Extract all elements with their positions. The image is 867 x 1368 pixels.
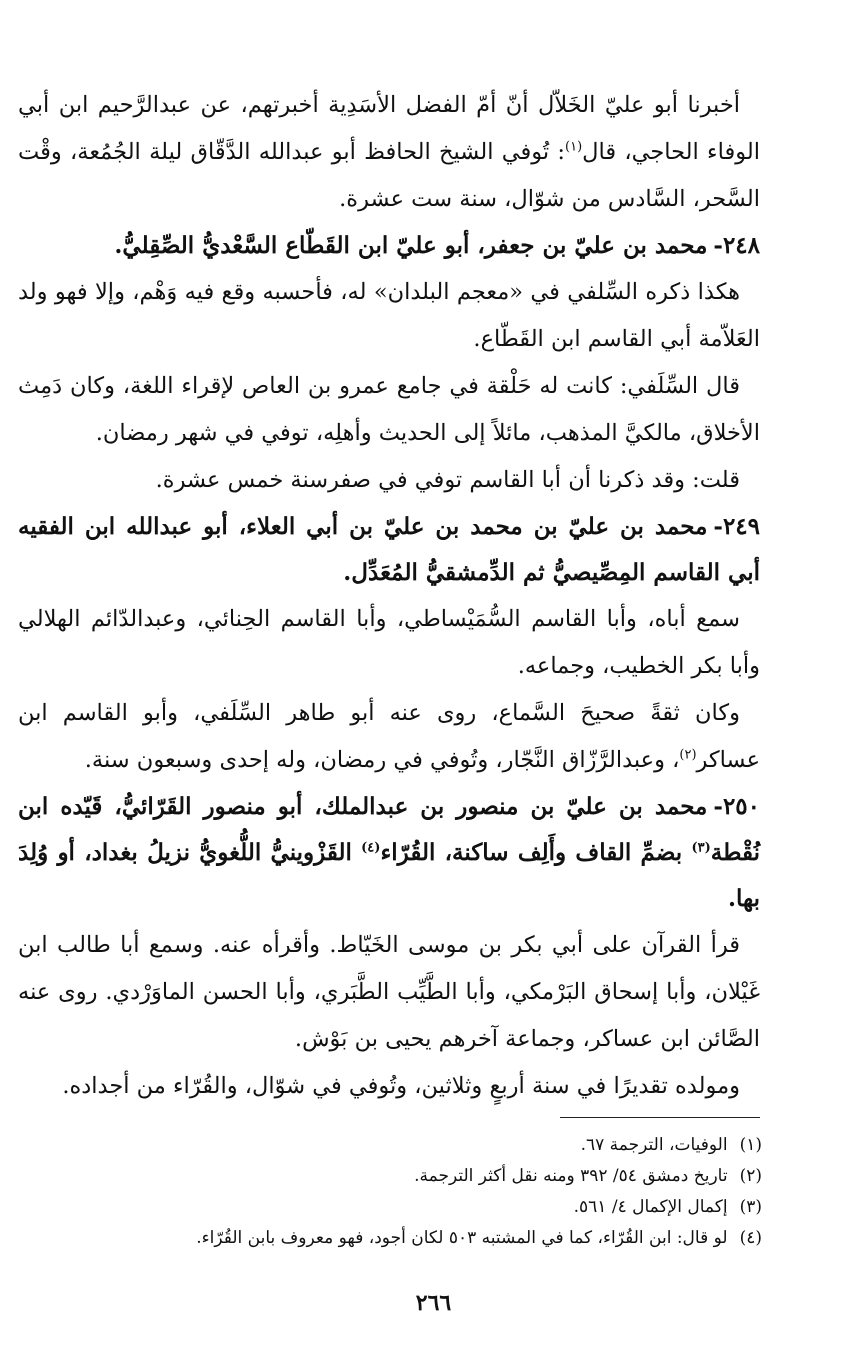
footnote-item [40, 1130, 762, 1161]
entry-heading [18, 223, 760, 269]
footnote-item [40, 1161, 762, 1192]
footnote-separator [560, 1117, 760, 1118]
body-paragraph [18, 690, 760, 784]
footnote-number: (٢) [739, 1166, 762, 1186]
footnote-number: (٣) [739, 1197, 762, 1217]
footnote-item [40, 1223, 762, 1254]
footnote-ref: (٣) [691, 840, 711, 856]
text-run: ، وعبدالرَّزّاق النَّجّار، وتُوفي في رمضان، وله إحدى وسبعون سنة. [84, 747, 680, 773]
entry-title: محمد بن عليّ بن جعفر، أبو عليّ ابن القَطّاع السَّعْديُّ الصِّقِليُّ. [114, 232, 708, 259]
text-run: بضمِّ القاف وأَلِف ساكنة، القُرّاء [380, 839, 692, 866]
body-paragraph [18, 363, 760, 457]
entry-number: ٢٤٨- [713, 232, 760, 259]
page-body [18, 82, 760, 1110]
body-paragraph [18, 82, 760, 223]
body-paragraph [18, 922, 760, 1063]
text-run: قلت: وقد ذكرنا أن أبا القاسم توفي في صفرسنة خمس عشرة. [155, 467, 740, 493]
text-run: سمع أباه، وأبا القاسم السُّمَيْساطي، وأبا القاسم الحِنائي، وعبدالدّائم الهلالي وأبا بكر الخطيب، وجماعه. [18, 606, 760, 679]
text-run: القَزْوينيُّ اللُّغويُّ نزيلُ بغداد، أو وُلِدَ بها. [18, 839, 760, 912]
footnotes [40, 1130, 762, 1254]
text-run: أخبرنا أبو عليّ الخَلاّل أنّ أمّ الفضل الأسَدِية أخبرتهم، عن عبدالرَّحيم ابن أبي الوفاء الحاجي، قال [18, 92, 760, 165]
footnote-item [40, 1192, 762, 1223]
entry-number: ٢٥٠- [713, 793, 760, 820]
footnote-ref: (٢) [679, 747, 697, 763]
entry-heading [18, 784, 760, 922]
text-run: ومولده تقديرًا في سنة أربعٍ وثلاثين، وتُوفي في شوّال، والقُرّاء من أجداده. [62, 1073, 740, 1099]
footnote-number: (٤) [739, 1228, 762, 1248]
entry-heading [18, 504, 760, 596]
footnote-number: (١) [739, 1135, 762, 1155]
entry-title: محمد بن عليّ بن محمد بن عليّ بن أبي العلاء، أبو عبدالله ابن الفقيه أبي القاسم المِصِّيصيُّ ثم الدِّمشقيُّ المُعَدِّل. [18, 513, 760, 586]
footnote-text: لو قال: ابن القُرّاء، كما في المشتبه ٥٠٣ لكان أجود، فهو معروف بابن القُرّاء. [196, 1228, 728, 1248]
footnote-ref: (١) [565, 139, 583, 155]
footnote-text: إكمال الإكمال ٤/ ٥٦١. [573, 1197, 728, 1217]
text-run: هكذا ذكره السِّلفي في «معجم البلدان» له، فأحسبه وقع فيه وَهْم، وإلا فهو ولد العَلاّمة أبي القاسم ابن القَطّاع. [18, 279, 760, 352]
body-paragraph [18, 1063, 760, 1110]
text-run: وكان ثقةً صحيحَ السَّماع، روى عنه أبو طاهر السِّلَفي، وأبو القاسم ابن عساكر [18, 700, 760, 773]
text-run: محمد بن عليّ بن منصور بن عبدالملك، أبو منصور القَرّائيُّ، قَيّده ابن نُقْطة [18, 793, 760, 866]
footnote-text: تاريخ دمشق ٥٤/ ٣٩٢ ومنه نقل أكثر الترجمة. [414, 1166, 728, 1186]
text-run: قرأ القرآن على أبي بكر بن موسى الخَيّاط. وأقرأه عنه. وسمع أبا طالب ابن غَيْلان، وأبا إسحاق البَرْمكي، وأبا الطَّيِّب الطَّبَري، وأبا الحسن الماوَرْدي. روى عنه الصَّائن ابن عساكر، وجماعة آخرهم يحيى بن بَوْش. [18, 932, 760, 1052]
text-run: : تُوفي الشيخ الحافظ أبو عبدالله الدَّقّاق ليلة الجُمُعة، وقْت السَّحر، السَّادس من شوّال، سنة ست عشرة. [18, 139, 760, 212]
body-paragraph [18, 457, 760, 504]
footnote-text: الوفيات، الترجمة ٦٧. [580, 1135, 728, 1155]
body-paragraph [18, 596, 760, 690]
entry-number: ٢٤٩- [713, 513, 760, 540]
body-paragraph [18, 269, 760, 363]
page-number: ٢٦٦ [415, 1290, 452, 1316]
footnote-ref: (٤) [361, 840, 381, 856]
text-run: قال السِّلَفي: كانت له حَلْقة في جامع عمرو بن العاص لإقراء اللغة، وكان دَمِث الأخلاق، مالكيَّ المذهب، مائلاً إلى الحديث وأهلِه، توفي في شهر رمضان. [18, 373, 760, 446]
